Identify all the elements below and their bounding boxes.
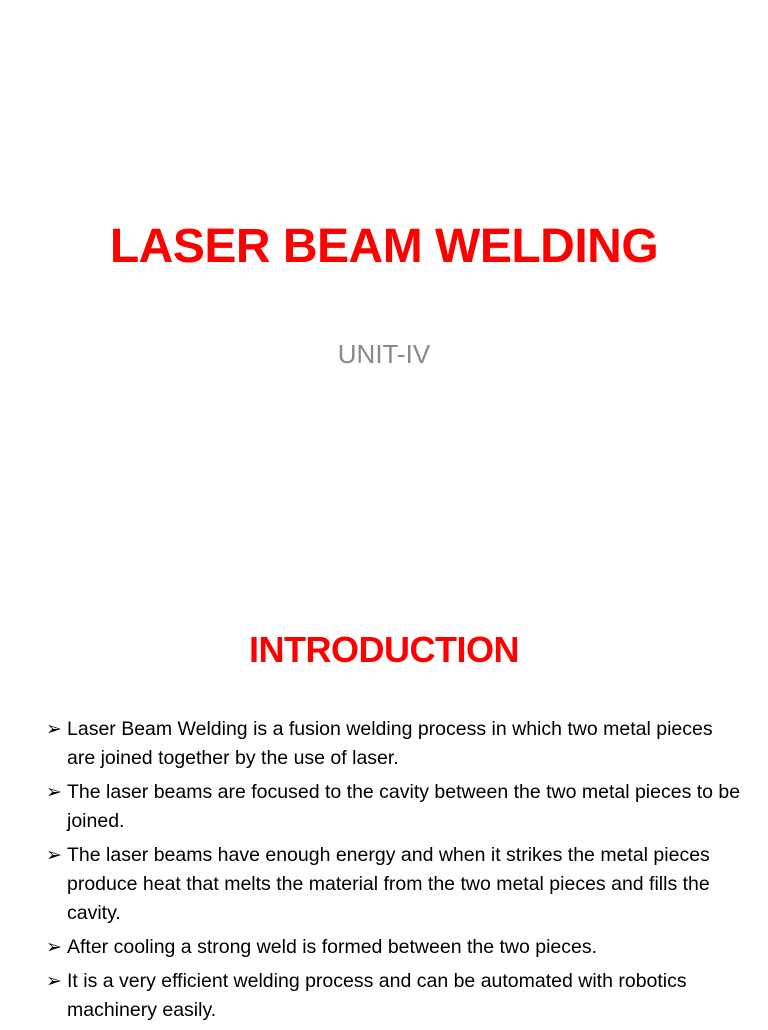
arrowhead-bullet-icon: ➢	[46, 971, 62, 992]
list-item	[46, 841, 746, 928]
bullet-text: The laser beams have enough energy and when it strikes the metal pieces produce heat that melts the material from the two metal pieces and fills the cavity.	[67, 844, 710, 924]
list-item	[46, 715, 746, 773]
section-heading: INTRODUCTION	[249, 629, 519, 670]
list-item	[46, 778, 746, 836]
bullet-text: It is a very efficient welding process and can be automated with robotics machinery easily.	[67, 970, 687, 1021]
bullet-text: The laser beams are focused to the cavity between the two metal pieces to be joined.	[67, 781, 741, 832]
bullet-text: After cooling a strong weld is formed between the two pieces.	[67, 936, 598, 958]
bullet-list	[46, 715, 746, 1030]
arrowhead-bullet-icon: ➢	[46, 782, 62, 803]
presentation-subtitle: UNIT-IV	[337, 339, 431, 369]
presentation-title: LASER BEAM WELDING	[109, 220, 659, 273]
arrowhead-bullet-icon: ➢	[46, 719, 62, 740]
arrowhead-bullet-icon: ➢	[46, 937, 62, 958]
bullet-text: Laser Beam Welding is a fusion welding process in which two metal pieces are joined together by the use of laser.	[67, 718, 713, 769]
introduction-slide	[0, 576, 768, 1024]
list-item	[46, 967, 746, 1025]
list-item	[46, 933, 746, 962]
arrowhead-bullet-icon: ➢	[46, 845, 62, 866]
